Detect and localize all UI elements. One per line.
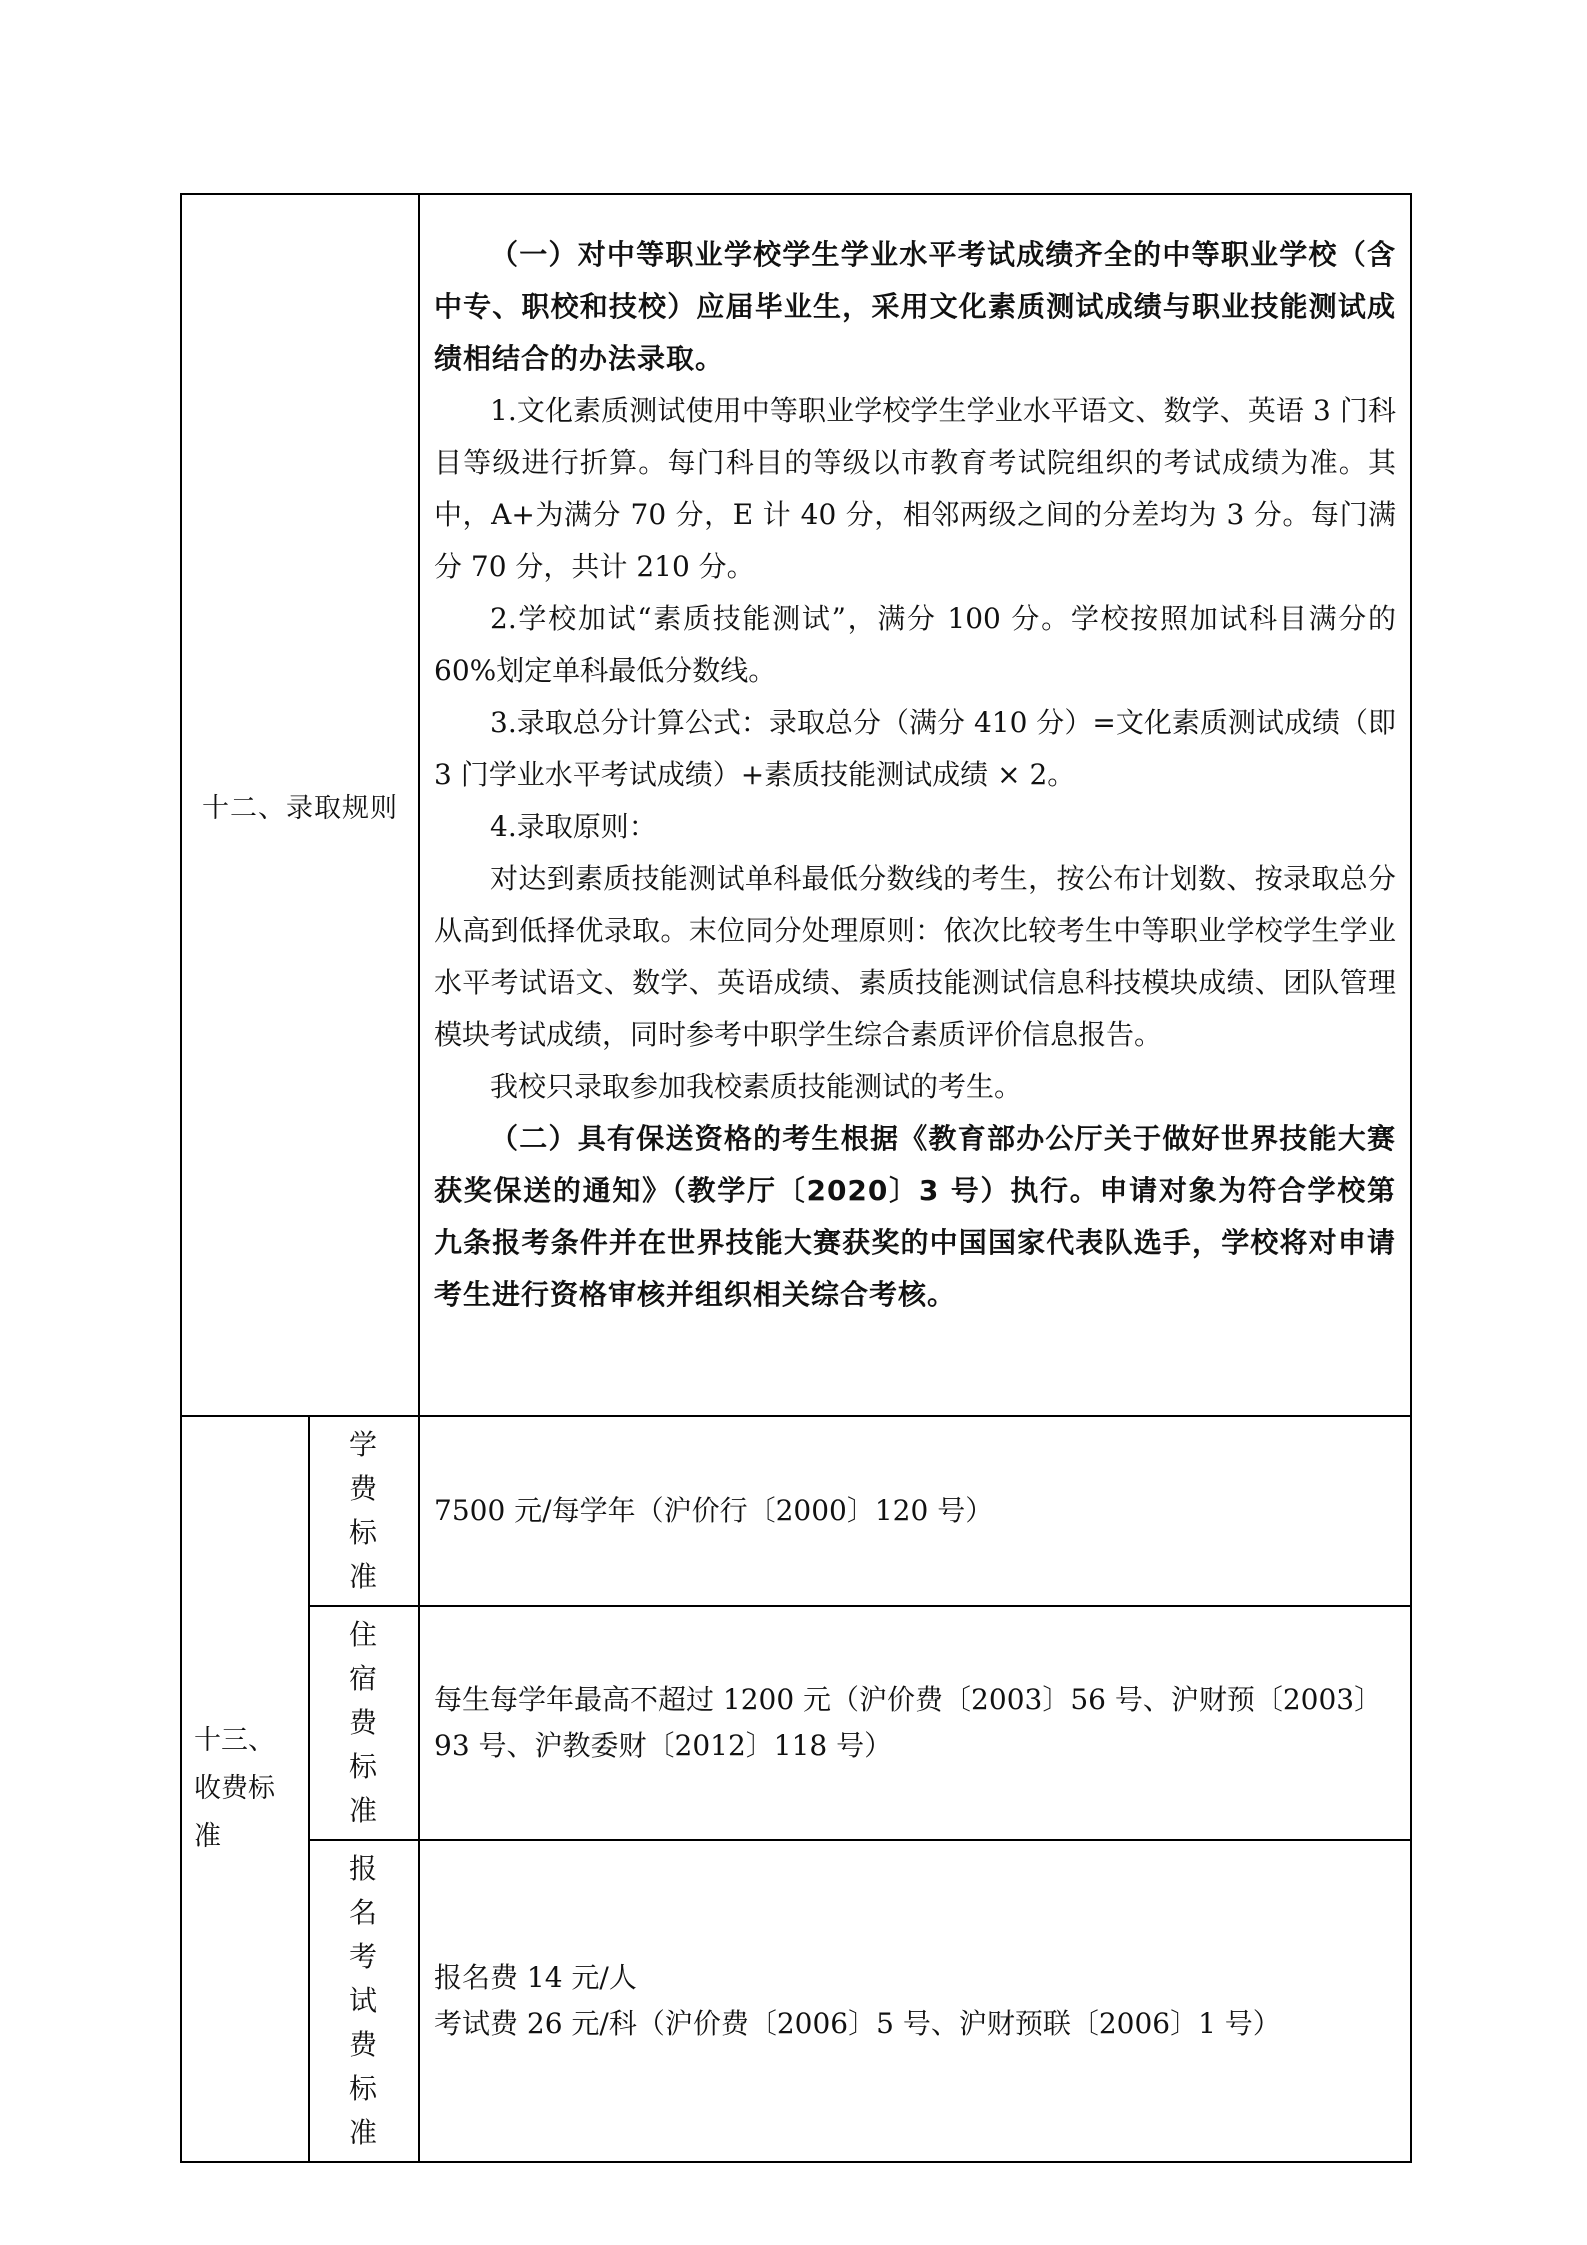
exam-fee-value-line: 考试费 26 元/科（沪价费〔2006〕5 号、沪财预联〔2006〕1 号） [434, 2007, 1281, 2040]
accommodation-value-line: 93 号、沪教委财〔2012〕118 号） [434, 1729, 893, 1762]
accommodation-label-line: 费 标 [348, 1706, 393, 1783]
accommodation-label-line: 住 宿 [348, 1618, 393, 1695]
exam-fee-label-line: 准 [348, 2116, 393, 2149]
rule-paragraph: 对达到素质技能测试单科最低分数线的考生，按公布计划数、按录取总分从高到低择优录取。末位同分处理原则：依次比较考生中等职业学校学生学业水平考试语文、数学、英语成绩、素质技能测试信息科技模块成绩、团队管理模块考试成绩，同时参考中职学生综合素质评价信息报告。 [434, 862, 1396, 1051]
section-13-label [181, 1416, 309, 2162]
accommodation-label [309, 1606, 419, 1840]
section-12-row [181, 194, 1411, 1416]
admission-fee-table [180, 193, 1412, 2163]
exam-fee-value-line: 报名费 14 元/人 [434, 1961, 637, 1994]
exam-fee-label [309, 1840, 419, 2162]
section-13-label-line: 收费标 [194, 1773, 275, 1804]
section-13-label-line: 准 [194, 1821, 221, 1852]
tuition-label-line: 标 准 [348, 1516, 393, 1593]
tuition-label-line: 学 费 [348, 1428, 393, 1505]
exam-fee-label-line: 考 试 [348, 1940, 393, 2017]
exam-fee-label-line: 费 标 [348, 2028, 393, 2105]
accommodation-label-line: 准 [348, 1794, 393, 1827]
exam-fee-label-line: 报 名 [348, 1852, 393, 1929]
rule-paragraph: 3.录取总分计算公式：录取总分（满分 410 分）=文化素质测试成绩（即 3 门学业水平考试成绩）+素质技能测试成绩 × 2。 [434, 706, 1396, 791]
rule-paragraph: 4.录取原则： [490, 810, 657, 843]
accommodation-value-line: 每生每学年最高不超过 1200 元（沪价费〔2003〕56 号、沪财预〔2003〕 [434, 1683, 1383, 1716]
tuition-value [419, 1416, 1411, 1606]
rule-heading-paragraph: （二）具有保送资格的考生根据《教育部办公厅关于做好世界技能大赛获奖保送的通知》（教学厅〔2020〕3 号）执行。申请对象为符合学校第九条报考条件并在世界技能大赛获奖的中国国家代表队选手，学校将对申请考生进行资格审核并组织相关综合考核。 [434, 1122, 1396, 1311]
rule-heading-paragraph: （一）对中等职业学校学生学业水平考试成绩齐全的中等职业学校（含中专、职校和技校）应届毕业生，采用文化素质测试成绩与职业技能测试成绩相结合的办法录取。 [434, 238, 1396, 375]
accommodation-value [419, 1606, 1411, 1840]
rule-paragraph: 1.文化素质测试使用中等职业学校学生学业水平语文、数学、英语 3 门科目等级进行折算。每门科目的等级以市教育考试院组织的考试成绩为准。其中，A+为满分 70 分，E 计 40 分，相邻两级之间的分差均为 3 分。每门满分 70 分，共计 210 分。 [434, 394, 1396, 583]
fee-row-accommodation [181, 1606, 1411, 1840]
rule-paragraph: 2.学校加试“素质技能测试”，满分 100 分。学校按照加试科目满分的 60%划定单科最低分数线。 [434, 602, 1396, 687]
tuition-value-line: 7500 元/每学年（沪价行〔2000〕120 号） [434, 1494, 994, 1527]
exam-fee-value [419, 1840, 1411, 2162]
fee-row-exam [181, 1840, 1411, 2162]
fee-row-tuition [181, 1416, 1411, 1606]
section-13-label-line: 十三、 [194, 1725, 275, 1756]
section-12-content [419, 194, 1411, 1416]
tuition-label [309, 1416, 419, 1606]
section-12-label: 十二、录取规则 [181, 194, 419, 1416]
rule-paragraph: 我校只录取参加我校素质技能测试的考生。 [490, 1070, 1023, 1103]
